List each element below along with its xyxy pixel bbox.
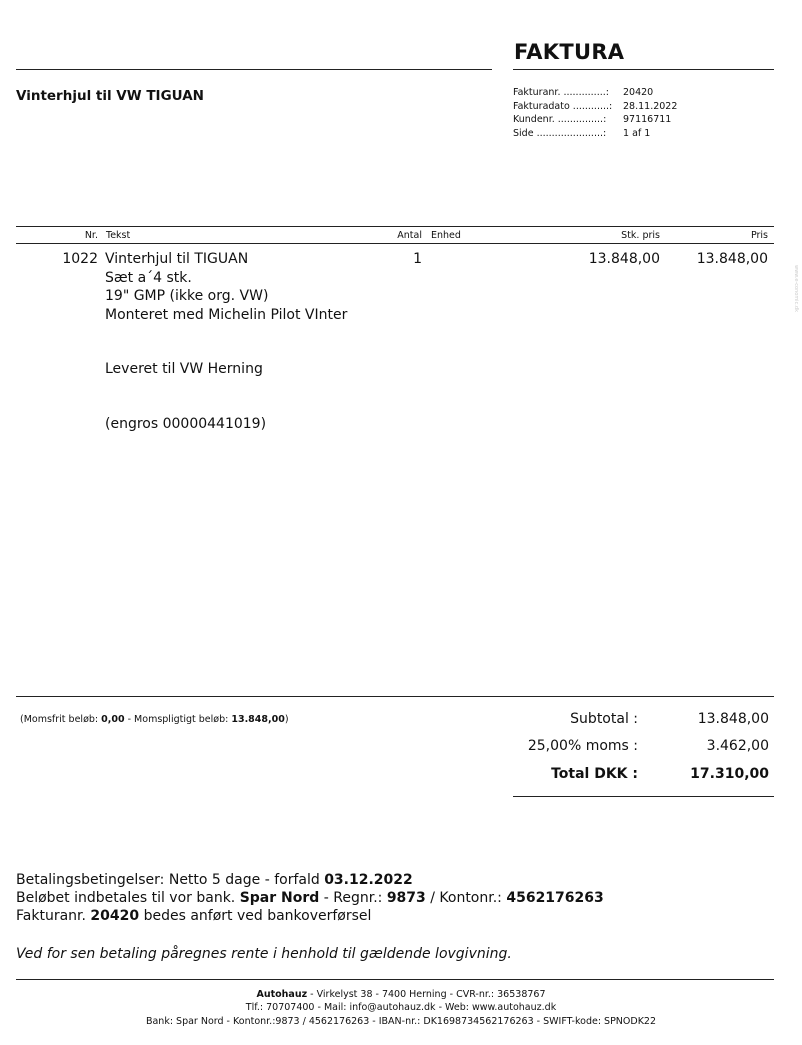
- row-price: 13.848,00: [696, 251, 768, 267]
- row-text-line: Vinterhjul til TIGUAN: [105, 251, 249, 267]
- reference-line: [16, 907, 604, 925]
- meta-row-page: [513, 127, 677, 141]
- vat-label: 25,00% moms :: [527, 738, 638, 754]
- total-underline: [513, 796, 774, 797]
- column-header-price: Pris: [750, 230, 768, 241]
- meta-row-invoice-number: [513, 86, 677, 100]
- company-address-line: [0, 988, 802, 1001]
- vat-free-amount: 0,00: [101, 714, 125, 725]
- column-header-unit: Enhed: [431, 230, 461, 241]
- regnr-value: 9873: [386, 890, 426, 906]
- row-unit-price: 13.848,00: [588, 251, 660, 267]
- reference-invoice-number: 20420: [90, 908, 140, 924]
- footer-divider: [16, 979, 774, 980]
- kontonr-label: / Kontonr.:: [425, 890, 507, 906]
- document-title: FAKTURA: [514, 40, 625, 64]
- company-address: - Virkelyst 38 - 7400 Herning - CVR-nr.: 36538767: [307, 989, 546, 1000]
- invoice-meta: [513, 86, 677, 140]
- vat-note-prefix: (Momsfrit beløb:: [20, 714, 102, 725]
- side-watermark: www.e-conomic.dk: [793, 265, 799, 312]
- column-header-nr: Nr.: [84, 230, 98, 241]
- invoice-subject: Vinterhjul til VW TIGUAN: [16, 88, 204, 104]
- company-bank-line: Bank: Spar Nord - Kontonr.:9873 / 4562176263 - IBAN-nr.: DK1698734562176263 - SWIFT-kode: SPNODK22: [145, 1016, 657, 1027]
- meta-label: Side ......................:: [513, 127, 607, 139]
- vat-note-middle: - Momspligtigt beløb:: [124, 714, 232, 725]
- regnr-label: - Regnr.:: [319, 890, 387, 906]
- vat-note-suffix: ): [284, 714, 289, 725]
- company-contact-line: Tlf.: 70707400 - Mail: info@autohauz.dk - Web: www.autohauz.dk: [245, 1002, 557, 1013]
- reference-prefix: Fakturanr.: [16, 908, 91, 924]
- column-header-quantity: Antal: [397, 230, 422, 241]
- row-number: 1022: [62, 251, 98, 267]
- bank-details-line: [16, 889, 604, 907]
- table-header-divider: [16, 243, 774, 244]
- bank-name: Spar Nord: [239, 890, 320, 906]
- payment-terms-text: Betalingsbetingelser: Netto 5 dage - forfald: [16, 872, 325, 888]
- meta-value: 20420: [623, 87, 654, 98]
- bank-intro: Beløbet indbetales til vor bank.: [16, 890, 240, 906]
- column-header-unit-price: Stk. pris: [621, 230, 660, 241]
- meta-row-invoice-date: [513, 100, 677, 114]
- row-text-line: Leveret til VW Herning: [105, 361, 263, 377]
- kontonr-value: 4562176263: [506, 890, 604, 906]
- meta-value: 1 af 1: [623, 127, 651, 139]
- vat-taxable-amount: 13.848,00: [231, 714, 285, 725]
- due-date: 03.12.2022: [324, 872, 413, 888]
- late-payment-note: Ved for sen betaling påregnes rente i henhold til gældende lovgivning.: [16, 946, 512, 962]
- header-divider-left: [16, 69, 492, 70]
- meta-value: 28.11.2022: [623, 100, 678, 112]
- vat-value: 3.462,00: [706, 738, 769, 754]
- row-text-line: Monteret med Michelin Pilot VInter: [105, 306, 348, 323]
- meta-label: Kundenr. ...............:: [513, 114, 607, 125]
- totals-divider: [16, 696, 774, 697]
- total-label: Total DKK :: [551, 766, 638, 782]
- vat-note: [20, 714, 289, 725]
- subtotal-label: Subtotal :: [570, 711, 638, 727]
- meta-label: Fakturanr. ..............:: [513, 87, 609, 98]
- reference-suffix: bedes anført ved bankoverførsel: [139, 908, 372, 924]
- row-text-line: Sæt a´4 stk.: [105, 269, 192, 286]
- total-value: 17.310,00: [690, 766, 769, 782]
- table-top-divider: [16, 226, 774, 227]
- payment-terms-line: [16, 871, 604, 889]
- row-text-line: 19" GMP (ikke org. VW): [105, 288, 269, 304]
- row-quantity: 1: [413, 251, 422, 267]
- meta-row-customer-number: [513, 113, 677, 127]
- meta-label: Fakturadato ............:: [513, 100, 613, 112]
- meta-value: 97116711: [623, 114, 672, 125]
- header-divider-right: [513, 69, 774, 70]
- column-header-text: Tekst: [106, 230, 131, 241]
- subtotal-value: 13.848,00: [697, 711, 769, 727]
- company-name: Autohauz: [256, 989, 308, 1000]
- payment-terms: [16, 871, 604, 925]
- row-text-line: (engros 00000441019): [105, 416, 267, 432]
